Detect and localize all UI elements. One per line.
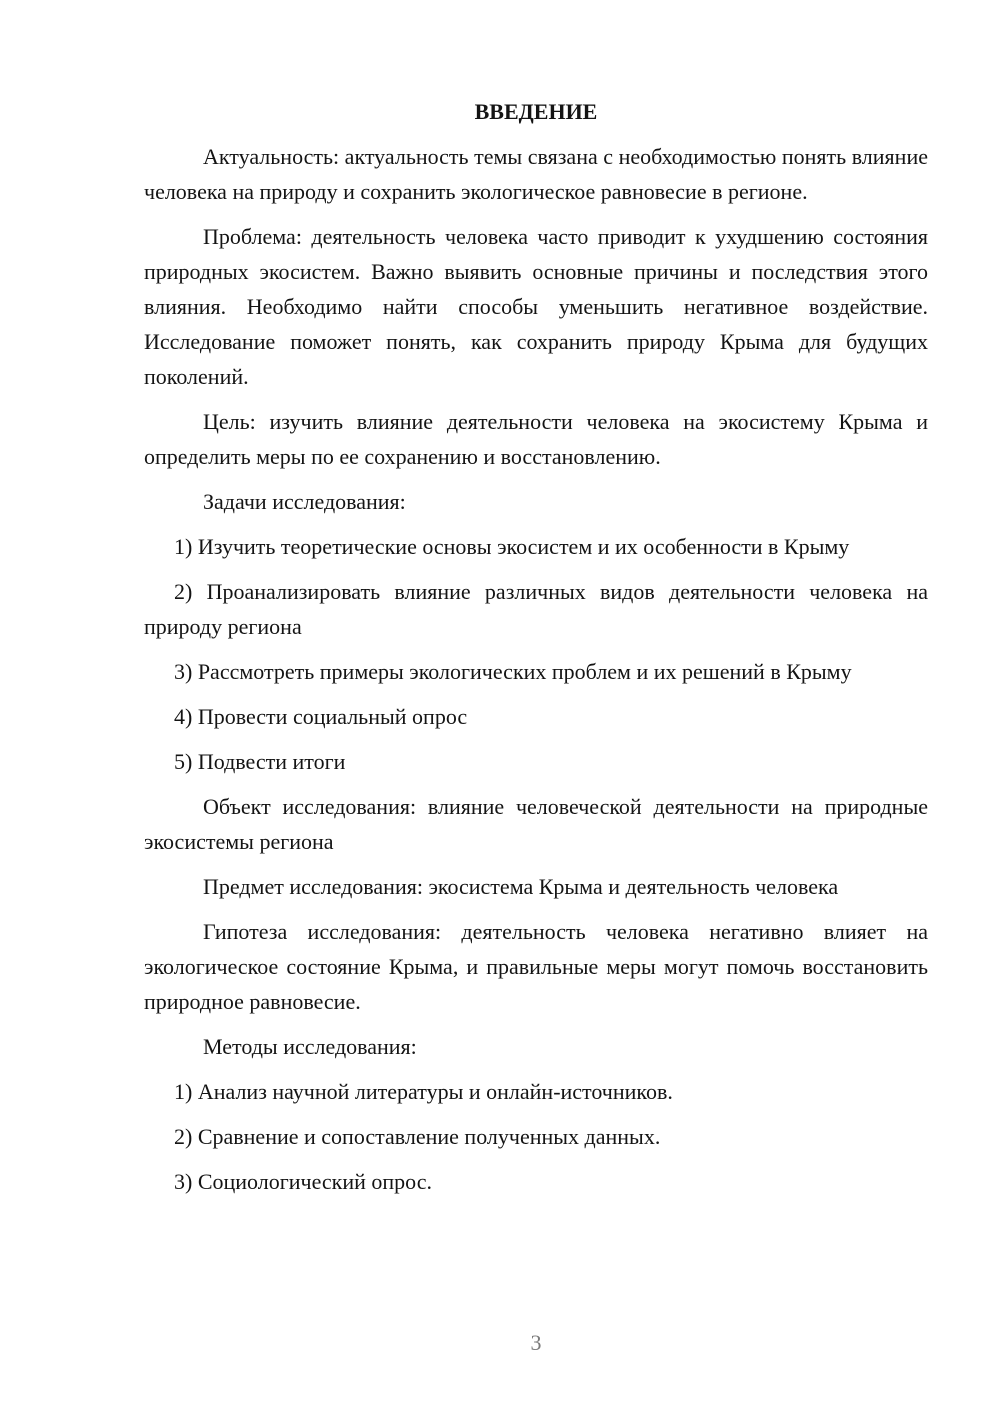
goal-paragraph: Цель: изучить влияние деятельности человека на экосистему Крыма и определить меры по ее сохранению и восстановлению. (144, 409, 928, 469)
task-item: 2) Проанализировать влияние различных видов деятельности человека на природу региона (144, 579, 928, 639)
document-page (144, 94, 928, 1209)
subject-paragraph: Предмет исследования: экосистема Крыма и деятельность человека (203, 874, 839, 899)
method-item: 2) Сравнение и сопоставление полученных данных. (174, 1124, 661, 1149)
method-item: 1) Анализ научной литературы и онлайн-источников. (174, 1079, 673, 1104)
methods-heading: Методы исследования: (203, 1034, 417, 1059)
task-item: 5) Подвести итоги (174, 749, 346, 774)
tasks-heading: Задачи исследования: (203, 489, 406, 514)
hypothesis-paragraph: Гипотеза исследования: деятельность человека негативно влияет на экологическое состояние Крыма, и правильные меры могут помочь восстановить природное равновесие. (144, 919, 928, 1014)
page-number: 3 (530, 1330, 542, 1355)
method-item: 3) Социологический опрос. (174, 1169, 432, 1194)
object-paragraph: Объект исследования: влияние человеческой деятельности на природные экосистемы региона (144, 794, 928, 854)
section-title: ВВЕДЕНИЕ (474, 99, 598, 124)
task-item: 1) Изучить теоретические основы экосистем и их особенности в Крыму (174, 534, 850, 559)
task-item: 4) Провести социальный опрос (174, 704, 468, 729)
task-item: 3) Рассмотреть примеры экологических проблем и их решений в Крыму (174, 659, 852, 684)
problem-paragraph: Проблема: деятельность человека часто приводит к ухудшению состояния природных экосистем. Важно выявить основные причины и последствия этого влияния. Необходимо найти способы уменьшить негативное воздействие. Исследование поможет понять, как сохранить природу Крыма для будущих поколений. (144, 224, 928, 389)
relevance-paragraph: Актуальность: актуальность темы связана с необходимостью понять влияние человека на природу и сохранить экологическое равновесие в регионе. (144, 144, 928, 204)
